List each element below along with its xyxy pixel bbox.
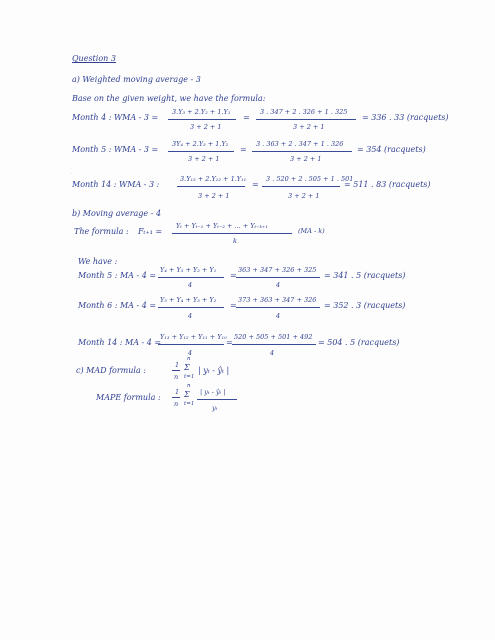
wma-month5-frac2-num: 3 . 363 + 2 . 347 + 1 . 326 <box>256 140 344 148</box>
ma-month14-result: = 504 . 5 (racquets) <box>318 338 400 347</box>
question-title: Question 3 <box>72 54 116 63</box>
mape-label: MAPE formula : <box>96 393 161 402</box>
ma-month6-label: Month 6 : MA - 4 = <box>78 301 157 310</box>
ma-month6-result: = 352 . 3 (racquets) <box>324 301 406 310</box>
wma-month4-eq: = <box>243 113 250 122</box>
wma-month14-frac2-den: 3 + 2 + 1 <box>288 192 320 200</box>
wma-month4-frac1-den: 3 + 2 + 1 <box>190 123 222 131</box>
ma-month6-frac2-num: 373 + 363 + 347 + 326 <box>238 296 317 304</box>
fraction-bar <box>172 370 180 371</box>
part-a-intro: Base on the given weight, we have the formula: <box>72 94 266 103</box>
ma-formula-den: k <box>233 237 237 245</box>
wma-month5-frac1-den: 3 + 2 + 1 <box>188 155 220 163</box>
mad-sum-icon: Σ <box>184 363 190 372</box>
ma-month5-frac1-den: 4 <box>188 281 193 289</box>
mape-sum-icon: Σ <box>184 390 190 399</box>
fraction-bar <box>197 399 237 400</box>
fraction-bar <box>158 344 224 345</box>
part-c-heading: c) MAD formula : <box>76 366 146 375</box>
ma-month5-label: Month 5 : MA - 4 = <box>78 271 157 280</box>
stray-mark: . <box>70 165 72 171</box>
ma-formula-lhs: Fₜ₊₁ = <box>138 227 163 236</box>
stray-mark: . <box>70 170 72 176</box>
ma-formula-label: The formula : <box>74 227 129 236</box>
wma-month5-label: Month 5 : WMA - 3 = <box>72 145 159 154</box>
fraction-bar <box>172 397 180 398</box>
we-have-label: We have : <box>78 257 118 266</box>
mape-coef-num: 1 <box>175 388 180 396</box>
wma-month14-eq: = <box>252 180 259 189</box>
fraction-bar <box>256 119 356 120</box>
mape-den: yₜ <box>212 404 218 412</box>
wma-month14-label: Month 14 : WMA - 3 : <box>72 180 160 189</box>
wma-month5-eq: = <box>240 145 247 154</box>
wma-month4-frac2-den: 3 + 2 + 1 <box>293 123 325 131</box>
wma-month14-frac2-num: 3 . 520 + 2 . 505 + 1 . 501 <box>266 175 354 183</box>
fraction-bar <box>158 307 224 308</box>
wma-month14-frac1-den: 3 + 2 + 1 <box>198 192 230 200</box>
ma-month14-frac1-num: Y₁₃ + Y₁₂ + Y₁₁ + Y₁₀ <box>160 333 227 341</box>
ma-month14-frac2-den: 4 <box>270 349 275 357</box>
ma-month5-eq: = <box>230 271 237 280</box>
mape-coef-den: n <box>174 400 179 408</box>
ma-month14-eq: = <box>226 338 233 347</box>
mad-sum-top: n <box>187 356 191 362</box>
ma-month5-result: = 341 . 5 (racquets) <box>324 271 406 280</box>
ma-formula-tag: (MA - k) <box>298 227 325 235</box>
fraction-bar <box>252 151 352 152</box>
fraction-bar <box>262 186 340 187</box>
mad-coef-num: 1 <box>175 361 180 369</box>
wma-month5-frac1-num: 3Y₄ + 2.Y₃ + 1.Y₂ <box>172 140 229 148</box>
part-b-heading: b) Moving average - 4 <box>72 209 162 218</box>
mad-coef-den: n <box>174 373 179 381</box>
ma-month14-frac2-num: 520 + 505 + 501 + 492 <box>234 333 313 341</box>
wma-month5-frac2-den: 3 + 2 + 1 <box>290 155 322 163</box>
fraction-bar <box>236 277 320 278</box>
ma-month14-label: Month 14 : MA - 4 = <box>78 338 162 347</box>
ma-month6-frac1-num: Y₅ + Y₄ + Y₃ + Y₂ <box>160 296 217 304</box>
mape-sum-top: n <box>187 383 191 389</box>
wma-month5-result: = 354 (racquets) <box>357 145 426 154</box>
fraction-bar <box>158 277 224 278</box>
fraction-bar <box>177 186 245 187</box>
fraction-bar <box>172 233 292 234</box>
mad-body: | yₜ - ŷₜ | <box>198 366 230 375</box>
fraction-bar <box>168 119 236 120</box>
ma-month6-frac1-den: 4 <box>188 312 193 320</box>
ma-formula-num: Yₜ + Yₜ₋₁ + Yₜ₋₂ + ... + Yₜ₋ₖ₊₁ <box>176 222 268 230</box>
ma-month6-eq: = <box>230 301 237 310</box>
ma-month5-frac2-den: 4 <box>276 281 281 289</box>
mad-sum-bottom: t=1 <box>184 374 195 380</box>
wma-month14-frac1-num: 3.Y₁₃ + 2.Y₁₂ + 1.Y₁₁ <box>180 175 247 183</box>
fraction-bar <box>168 151 234 152</box>
wma-month4-frac2-num: 3 . 347 + 2 . 326 + 1 . 325 <box>260 108 348 116</box>
wma-month4-result: = 336 . 33 (racquets) <box>362 113 449 122</box>
fraction-bar <box>236 307 320 308</box>
ma-month6-frac2-den: 4 <box>276 312 281 320</box>
mape-sum-bottom: t=1 <box>184 401 195 407</box>
mape-num: | yₜ - ŷₜ | <box>200 388 226 396</box>
part-a-heading: a) Weighted moving average - 3 <box>72 75 201 84</box>
wma-month4-label: Month 4 : WMA - 3 = <box>72 113 159 122</box>
fraction-bar <box>232 344 316 345</box>
wma-month4-frac1-num: 3.Y₃ + 2.Y₂ + 1.Y₁ <box>172 108 231 116</box>
ma-month5-frac2-num: 363 + 347 + 326 + 325 <box>238 266 317 274</box>
ma-month14-frac1-den: 4 <box>188 349 193 357</box>
wma-month14-result: = 511 . 83 (racquets) <box>344 180 431 189</box>
ma-month5-frac1-num: Y₄ + Y₃ + Y₂ + Y₁ <box>160 266 217 274</box>
